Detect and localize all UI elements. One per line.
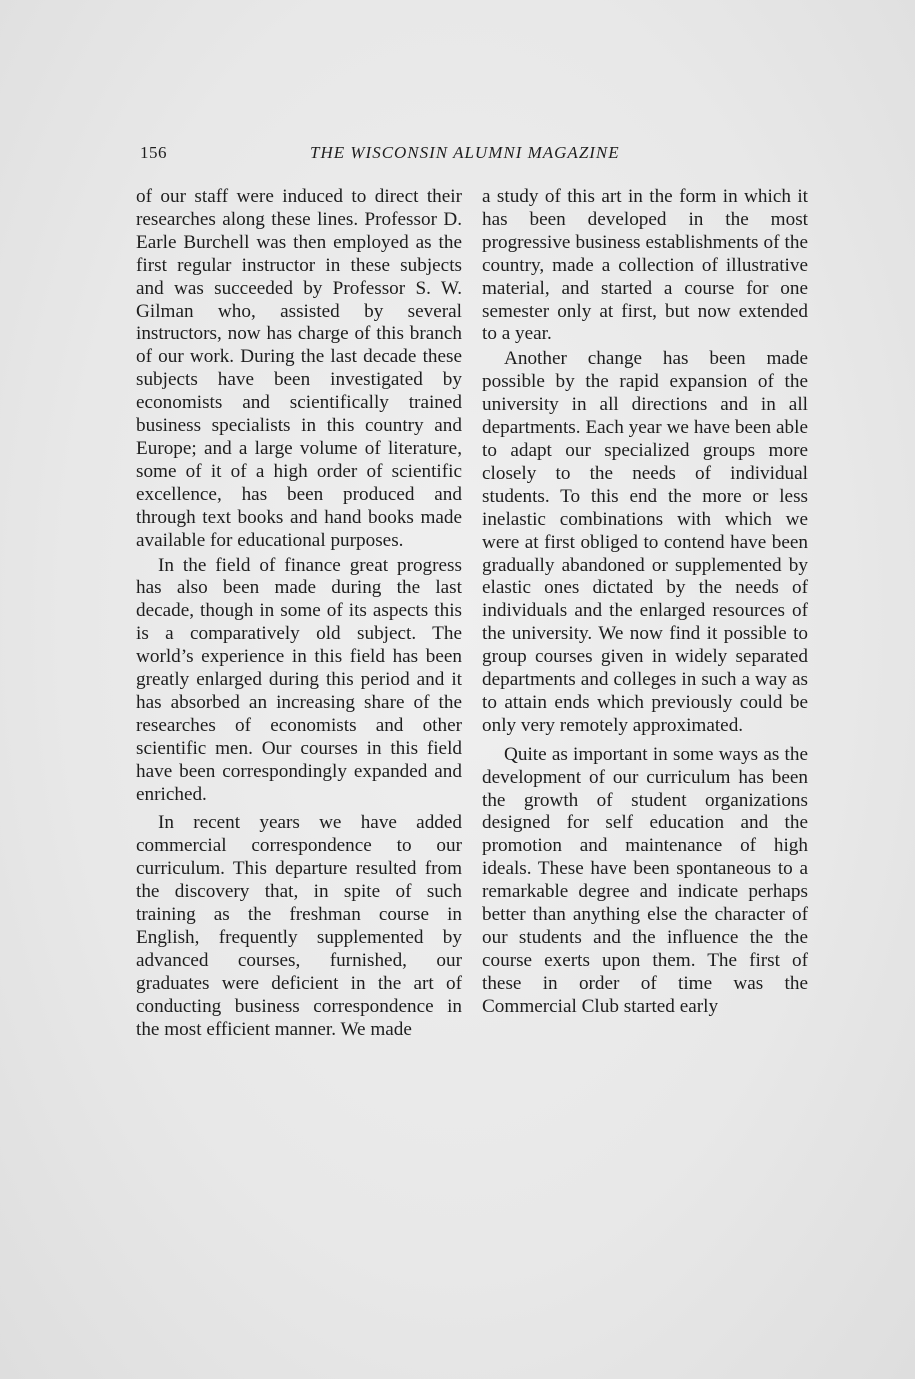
left-paragraph-3: In recent years we have added commercial correspondence to our curriculum. This departure resulted from the discovery that, in spite of such training as the freshman course in English, frequently supplemented by advanced courses, furnished, our graduates were deficient in the art of conducting business correspondence in the most efficient manner. We made [136, 812, 462, 1040]
right-paragraph-1: a study of this art in the form in which it has been developed in the most progressive business establishments of the country, made a collection of illustrative material, and started a course for one semester only at first, but now extended to a year. [482, 186, 808, 345]
page-header [136, 143, 806, 167]
page-number: 156 [140, 143, 167, 162]
right-paragraph-2: Another change has been made possible by the rapid expansion of the university in all directions and in all departments. Each year we have been able to adapt our specialized groups more closely to the needs of individual students. To this end the more or less inelastic combinations with which we were at first obliged to contend have been gradually abandoned or supplemented by elastic ones dictated by the needs of individuals and the enlarged resources of the university. We now find it possible to group courses given in widely separated departments and colleges in such a way as to attain ends which previously could be only very remotely approximated. [482, 348, 808, 736]
right-paragraph-3: Quite as important in some ways as the development of our curriculum has been the growth of student organizations designed for self education and the promotion and maintenance of high ideals. These have been spontaneous to a remarkable degree and indicate perhaps better than anything else the character of our students and the influence the the course exerts upon them. The first of these in order of time was the Commercial Club started early [482, 743, 808, 1017]
left-paragraph-2: In the field of finance great progress has also been made during the last decade, though in some of its aspects this is a comparatively old subject. The world’s experience in this field has been greatly enlarged during this period and it has absorbed an increasing share of the researches of economists and other scientific men. Our courses in this field have been correspondingly expanded and enriched. [136, 554, 462, 805]
running-title: THE WISCONSIN ALUMNI MAGAZINE [310, 143, 620, 162]
right-column [482, 186, 808, 1019]
left-column [136, 186, 462, 1042]
left-paragraph-1: of our staff were induced to direct their researches along these lines. Professor D. Earle Burchell was then employed as the first regular instructor in these subjects and was succeeded by Professor S. W. Gilman who, assisted by several instructors, now has charge of this branch of our work. During the last decade these subjects have been investigated by economists and scientifically trained business specialists in this country and Europe; and a large volume of literature, some of it of a high order of scientific excellence, has been produced and through text books and hand books made available for educational purposes. [136, 186, 462, 551]
